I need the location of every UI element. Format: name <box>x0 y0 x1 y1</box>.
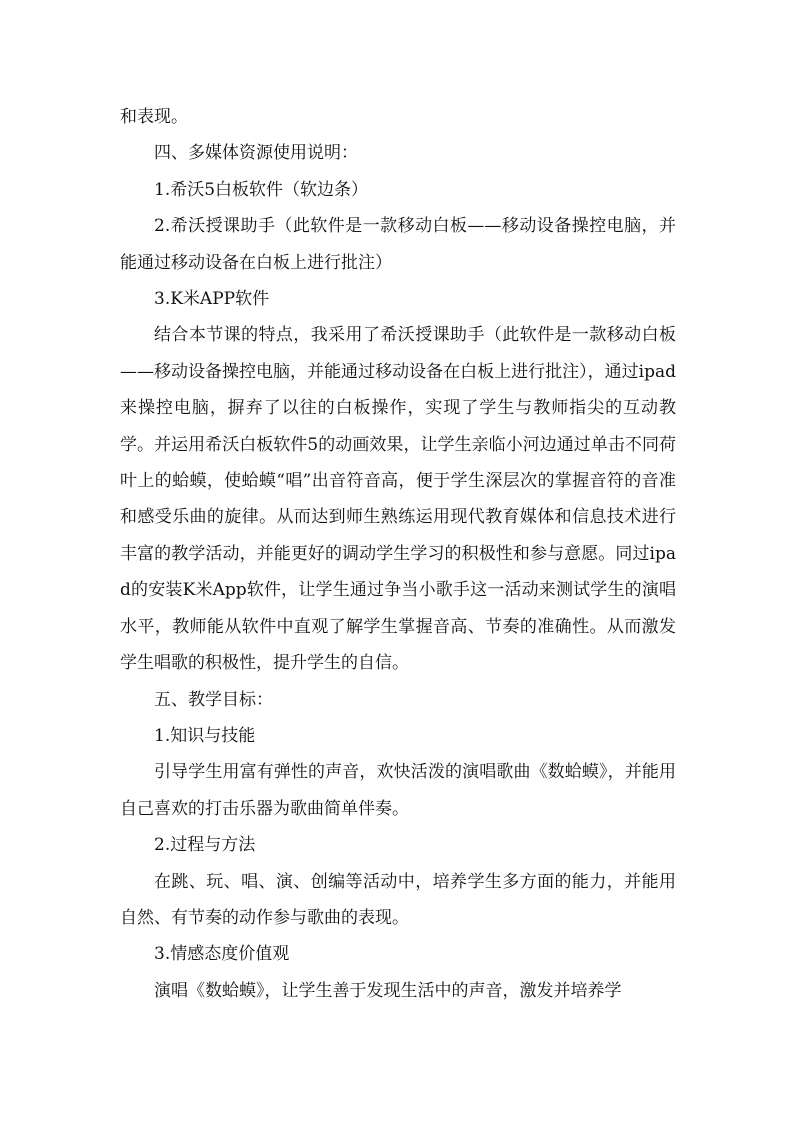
subheading-emotion-values: 3.情感态度价值观 <box>154 944 290 965</box>
section-heading-objectives: 五、教学目标： <box>154 689 273 710</box>
list-item-kmi-app: 3.K米APP软件 <box>154 289 270 310</box>
section-heading-multimedia: 四、多媒体资源使用说明： <box>154 143 358 164</box>
list-item-whiteboard-software: 1.希沃5白板软件（软边条） <box>154 179 369 200</box>
subheading-process-method: 2.过程与方法 <box>154 835 256 856</box>
subheading-knowledge-skills: 1.知识与技能 <box>154 725 256 746</box>
paragraph-multimedia-usage: 结合本节课的特点，我采用了希沃授课助手（此软件是一款移动白板——移动设备操控电脑，并能通过移动设备在白板上进行批注），通过ipad来操控电脑，摒弃了以往的白板操作，实现了学生与教师指尖的互动教学。并运用希沃白板软件5的动画效果，让学生亲临小河边通过单击不同荷叶上的蛤蟆，使蛤蟆“唱”出音符音高，便于学生深层次的掌握音符的音准和感受乐曲的旋律。从而达到师生熟练运用现代教育媒体和信息技术进行丰富的教学活动，并能更好的调动学生学习的积极性和参与意愿。同过ipad的安装K米App软件，让学生通过争当小歌手这一活动来测试学生的演唱水平，教师能从软件中直观了解学生掌握音高、节奏的准确性。从而激发学生唱歌的积极性，提升学生的自信。 <box>120 325 676 674</box>
paragraph-process-method: 在跳、玩、唱、演、创编等活动中，培养学生多方面的能力，并能用自然、有节奏的动作参与歌曲的表现。 <box>120 871 676 928</box>
paragraph-knowledge-skills: 引导学生用富有弹性的声音，欢快活泼的演唱歌曲《数蛤蟆》，并能用自己喜欢的打击乐器为歌曲简单伴奏。 <box>120 762 676 819</box>
list-item-teaching-assistant: 2.希沃授课助手（此软件是一款移动白板——移动设备操控电脑，并能通过移动设备在白板上进行批注） <box>120 216 676 273</box>
paragraph-emotion-values: 演唱《数蛤蟆》，让学生善于发现生活中的声音，激发并培养学 <box>154 980 622 1001</box>
document-body <box>120 99 676 1009</box>
paragraph-continuation: 和表现。 <box>120 107 188 127</box>
